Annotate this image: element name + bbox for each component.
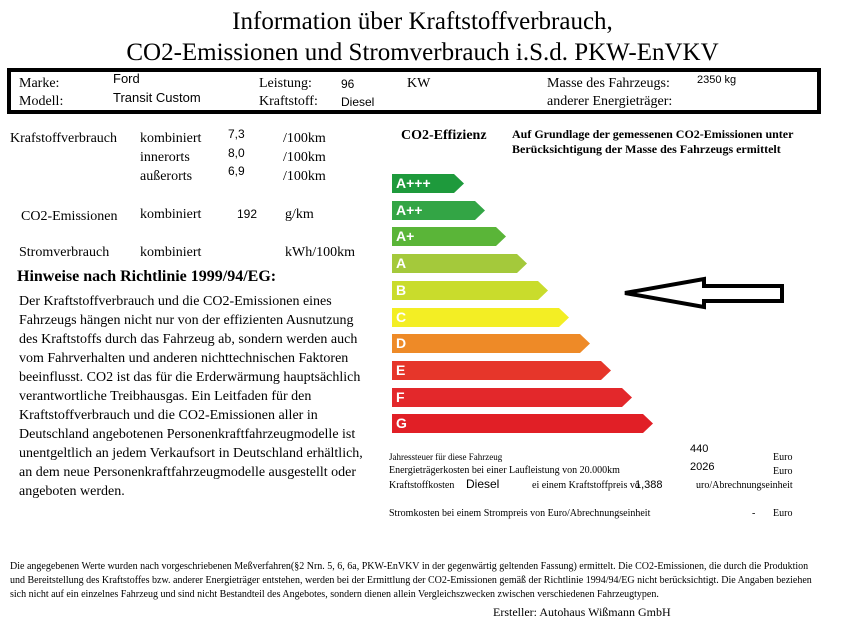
efficiency-class-label: D [396,335,407,351]
emissions-type: kombiniert [140,207,202,222]
masse-value: 2350 kg [697,74,737,86]
efficiency-bar-e [392,361,611,380]
kraftstoff-cost-type: Diesel [466,477,500,491]
leistung-value: 96 [341,77,355,91]
efficiency-class-label: A [396,255,407,271]
steuer-unit: Euro [773,452,793,463]
emissions-value: 192 [237,207,258,221]
power-type: kombiniert [140,245,202,260]
kraftstoff-price: 1,388 [635,479,663,491]
strom-value: - [752,508,756,519]
power-label: Stromverbrauch [19,245,110,260]
consumption-label: Krafstoffverbrauch [10,131,118,146]
consumption-value-0: 7,3 [228,127,245,141]
kraftstoff-value: Diesel [341,95,375,109]
leistung-unit: KW [407,76,431,91]
page-title-line2: CO2-Emissionen und Stromverbrauch i.S.d. PKW-EnVKV [126,39,719,66]
masse-label: Masse des Fahrzeugs: [547,76,670,91]
efficiency-title: CO2-Effizienz [401,128,487,143]
strom-unit: Euro [773,508,793,519]
consumption-type-1: innerorts [140,150,190,165]
efficiency-class-label: G [396,415,407,431]
marke-value: Ford [113,71,140,86]
efficiency-bar-f [392,388,632,407]
kraftstoff-cost-label-a: Kraftstoffkosten [389,480,455,491]
efficiency-bar-b [392,281,548,300]
creator: Ersteller: Autohaus Wißmann GmbH [493,605,671,619]
energietraeger-label: anderer Energieträger: [547,94,673,109]
notes-title: Hinweise nach Richtlinie 1999/94/EG: [17,268,277,285]
marke-label: Marke: [19,76,60,91]
efficiency-class-label: B [396,282,407,298]
efficiency-desc-line2: Berücksichtigung der Masse des Fahrzeugs ermittelt [512,142,781,156]
steuer-label: Jahressteuer für diese Fahrzeug [389,452,503,462]
class-indicator-arrow-icon [622,276,787,310]
modell-label: Modell: [19,94,64,109]
kraftstoff-price-unit: uro/Abrechnungseinheit [696,480,793,491]
kraftstoff-label: Kraftstoff: [259,94,318,109]
consumption-type-0: kombiniert [140,131,202,146]
efficiency-desc-line1: Auf Grundlage der gemessenen CO2-Emissionen unter [512,127,794,141]
power-unit: kWh/100km [285,245,355,260]
efficiency-class-label: C [396,309,407,325]
leistung-label: Leistung: [259,76,312,91]
efficiency-bar-c [392,308,569,327]
emissions-label: CO2-Emissionen [21,209,118,224]
efficiency-class-label: F [396,389,405,405]
page-title-line1: Information über Kraftstoffverbrauch, [232,8,613,35]
legal-footnote: Die angegebenen Werte wurden nach vorgeschriebenen Meßverfahren(§2 Nrn. 5, 6, 6a, PKW-EnVKV in der gegenwärtig geltenden Fassung) ermittelt. Die CO2-Emissionen, die durch die Produktion und Bereitstellung des Kraftstoffes bzw. anderer Energieträger entstehen, werden bei der Ermittlung der CO2-Emissionen gemäß der Richtlinie 1994/94/EG nicht berücksichtigt. Die Angaben beziehen sich nicht auf ein einzelnes Fahrzeug und sind nicht Bestandteil des Angebotes, sondern dienen allein Vergleichszwecken zwischen verschiedenen Fahrzeugtypen. [10,561,812,600]
energie-value: 2026 [690,461,715,473]
efficiency-class-label: A+++ [396,175,431,191]
energie-label: Energieträgerkosten bei einer Laufleistung von 20.000km [389,465,620,476]
consumption-unit-1: /100km [283,150,326,165]
efficiency-bar-g [392,414,653,433]
consumption-unit-0: /100km [283,131,326,146]
efficiency-bar-d [392,334,590,353]
steuer-value: 440 [690,443,709,455]
consumption-value-2: 6,9 [228,164,245,178]
energie-unit: Euro [773,466,793,477]
kraftstoff-cost-label-b: ei einem Kraftstoffpreis vo [532,480,640,491]
efficiency-class-label: A+ [396,228,415,244]
emissions-unit: g/km [285,207,314,222]
efficiency-class-label: E [396,362,406,378]
efficiency-class-label: A++ [396,202,423,218]
consumption-unit-2: /100km [283,169,326,184]
consumption-type-2: außerorts [140,169,193,184]
strom-label: Stromkosten bei einem Strompreis von Euro/Abrechnungseinheit [389,508,651,519]
consumption-value-1: 8,0 [228,146,245,160]
efficiency-bar-a [392,254,527,273]
notes-text: Der Kraftstoffverbrauch und die CO2-Emissionen eines Fahrzeugs hängen nicht nur von der effizienten Ausnutzung des Kraftstoffs durch das Fahrzeug ab, sondern werden auch vom Fahrverhalten und anderen nichttechnischen Faktoren beeinflusst. CO2 ist das für die Erderwärmung hauptsächlich verantwortliche Treibhausgas. Ein Leitfaden für den Kraftstoffverbrauch und die CO2-Emissionen aller in Deutschland angebotenen Personenkraftfahrzeugmodelle ist unentgeltlich an jedem Verkaufsort in Deutschland erhältlich, an dem neue Personenkraftfahrzeugmodelle ausgestellt oder angeboten werden. [19,294,363,499]
modell-value: Transit Custom [113,90,201,105]
